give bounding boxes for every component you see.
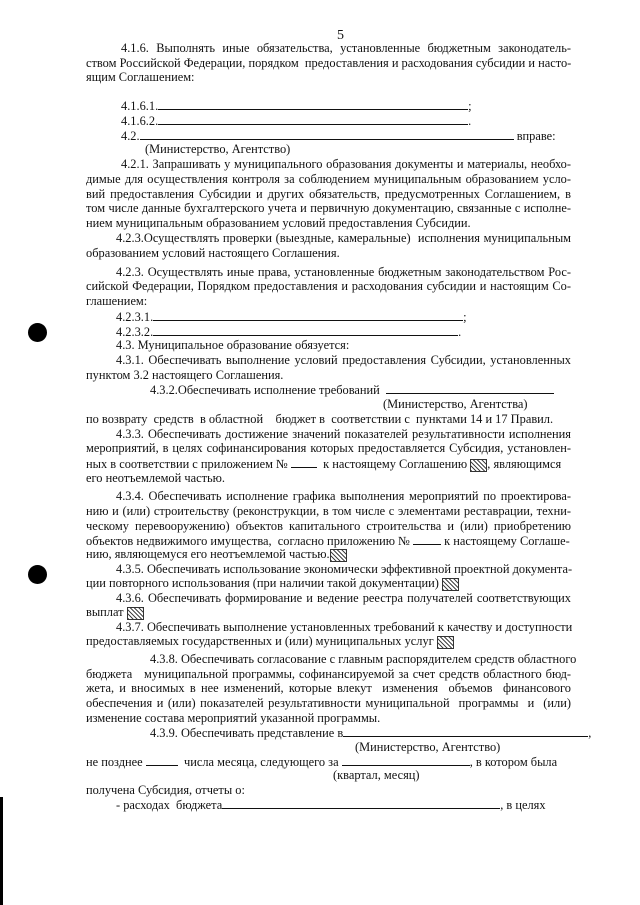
page-number: 5 <box>337 28 344 43</box>
blank-line <box>386 382 554 394</box>
caption-period: (квартал, месяц) <box>333 768 420 782</box>
text-line: ции повторного использования (при наличии такой документации) <box>86 576 459 591</box>
text-line: 4.2.3.Осуществлять проверки (выездные, камеральные) исполнения муниципальным <box>116 231 571 245</box>
text-line: вий предоставления Субсидии и других обязательств, предусмотренных Соглашением, в <box>86 187 571 201</box>
text-line: сийской Федерации, Порядком предоставления и расходования субсидии и настоящим Со- <box>86 279 571 293</box>
text-line: 4.3.3. Обеспечивать достижение значений показателей результативности исполнения <box>116 427 571 441</box>
text-line: 4.2.1. Запрашивать у муниципального образования документы и материалы, необхо- <box>121 157 571 171</box>
clause-4-2-3-1: 4.2.3.1. ; <box>116 310 467 324</box>
text-line: ческому перевооружению) объектов капитального строительства и (или) приобретению <box>86 519 571 533</box>
footnote-stamp-icon <box>330 549 347 562</box>
deadline-line: не позднее числа месяца, следующего за , в котором была <box>86 755 558 769</box>
text-line: 4.3.5. Обеспечивать использование экономически эффективной проектной документа- <box>116 562 573 576</box>
text-line: нием муниципальным образованием условий предоставления Субсидии. <box>86 216 471 230</box>
text-line: выплат <box>86 605 144 620</box>
text-line: 4.3.4. Обеспечивать исполнение графика выполнения мероприятий по проектирова- <box>116 489 571 503</box>
binder-hole-top <box>28 323 47 342</box>
blank-line <box>343 725 588 737</box>
text-line: по возврату средств в областной бюджет в соответствии с пунктами 14 и 17 Правил. <box>86 412 554 426</box>
text-line: изменение состава мероприятий указанной программы. <box>86 711 381 725</box>
text-line: 4.3.8. Обеспечивать согласование с главным распорядителем средств областного <box>150 652 577 666</box>
blank-line <box>413 533 441 545</box>
caption-ministry: (Министерство, Агентство) <box>355 740 501 754</box>
clause-4-2: 4.2. вправе: <box>121 129 556 143</box>
text-line: 4.3.7. Обеспечивать выполнение установленных требований к качеству и доступности <box>116 620 573 634</box>
text-line: мероприятий, в целях софинансирования которых предоставляется Субсидия, установлен- <box>86 441 571 455</box>
blank-line <box>222 797 500 809</box>
clause-4-3-9: 4.3.9. Обеспечивать представление в , <box>150 726 592 740</box>
blank-line <box>146 754 178 766</box>
clause-4-3-4-line: объектов недвижимого имущества, согласно приложению № к настоящему Соглаше- <box>86 534 570 548</box>
text-line: предоставляемых государственных и (или) муниципальных услуг <box>86 634 454 649</box>
text-line: ством Российской Федерации, порядком предоставления и расходования субсидии и насто- <box>86 56 572 70</box>
text-line: нию, являющемуся его неотъемлемой частью. <box>86 547 347 562</box>
blank-line <box>158 98 468 110</box>
text-line: том числе данные бухгалтерского учета и первичную документацию, связанные с исполне- <box>86 201 571 215</box>
text-line: жета, и вносимых в нее изменений, которые влекут изменения объемов финансового <box>86 681 571 695</box>
clause-4-2-3-2: 4.2.3.2. . <box>116 325 462 339</box>
clause-4-3-2: 4.3.2.Обеспечивать исполнение требований <box>150 382 554 398</box>
text-line: его неотъемлемой частью. <box>86 471 225 485</box>
text-line: 4.3.1. Обеспечивать выполнение условий предоставления Субсидии, установленных <box>116 353 571 367</box>
caption-ministry: (Министерство, Агентства) <box>383 397 528 411</box>
binder-hole-bottom <box>28 565 47 584</box>
caption-ministry: (Министерство, Агентство) <box>145 142 291 156</box>
text-line: нию и (или) строительству (реконструкции, в том числе с элементами реставрации, техни- <box>86 504 571 518</box>
footnote-stamp-icon <box>127 607 144 620</box>
text-line: 4.1.6. Выполнять иные обязательства, установленные бюджетным законодатель- <box>121 41 571 55</box>
footnote-stamp-icon <box>470 459 487 472</box>
text-line: образованием условий настоящего Соглашения. <box>86 246 340 260</box>
scan-edge-mark <box>0 797 3 905</box>
text-line: пунктом 3.2 настоящего Соглашения. <box>86 368 284 382</box>
blank-line <box>158 113 468 125</box>
text-line: 4.3. Муниципальное образование обязуется: <box>116 338 350 352</box>
expenses-line: - расходах бюджета , в целях <box>116 798 546 812</box>
text-line: бюджета муниципальной программы, софинансируемой за счет средств областного бюд- <box>86 667 571 681</box>
blank-line <box>153 324 458 336</box>
blank-line <box>140 128 514 140</box>
text-line: 4.3.6. Обеспечивать формирование и ведение реестра получателей соответствующих <box>116 591 571 605</box>
clause-4-1-6-2: 4.1.6.2. . <box>121 114 472 128</box>
text-line: 4.2.3. Осуществлять иные права, установленные бюджетным законодательством Рос- <box>116 265 571 279</box>
blank-line <box>153 309 463 321</box>
text-line: глашением: <box>86 294 148 308</box>
footnote-stamp-icon <box>437 636 454 649</box>
clause-4-3-3-line: ных в соответствии с приложением № к настоящему Соглашению , являющимся <box>86 457 562 471</box>
text-line: ящим Соглашением: <box>86 70 195 84</box>
footnote-stamp-icon <box>442 578 459 591</box>
clause-4-1-6-1: 4.1.6.1. ; <box>121 99 472 113</box>
blank-line <box>291 456 317 468</box>
text-line: получена Субсидия, отчеты о: <box>86 783 245 797</box>
text-line: димые для осуществления контроля за соблюдением муниципальным образованием усло- <box>86 172 571 186</box>
text-line: обеспечения и (или) показателей результативности муниципальной программы и (или) <box>86 696 571 710</box>
blank-line <box>342 754 470 766</box>
